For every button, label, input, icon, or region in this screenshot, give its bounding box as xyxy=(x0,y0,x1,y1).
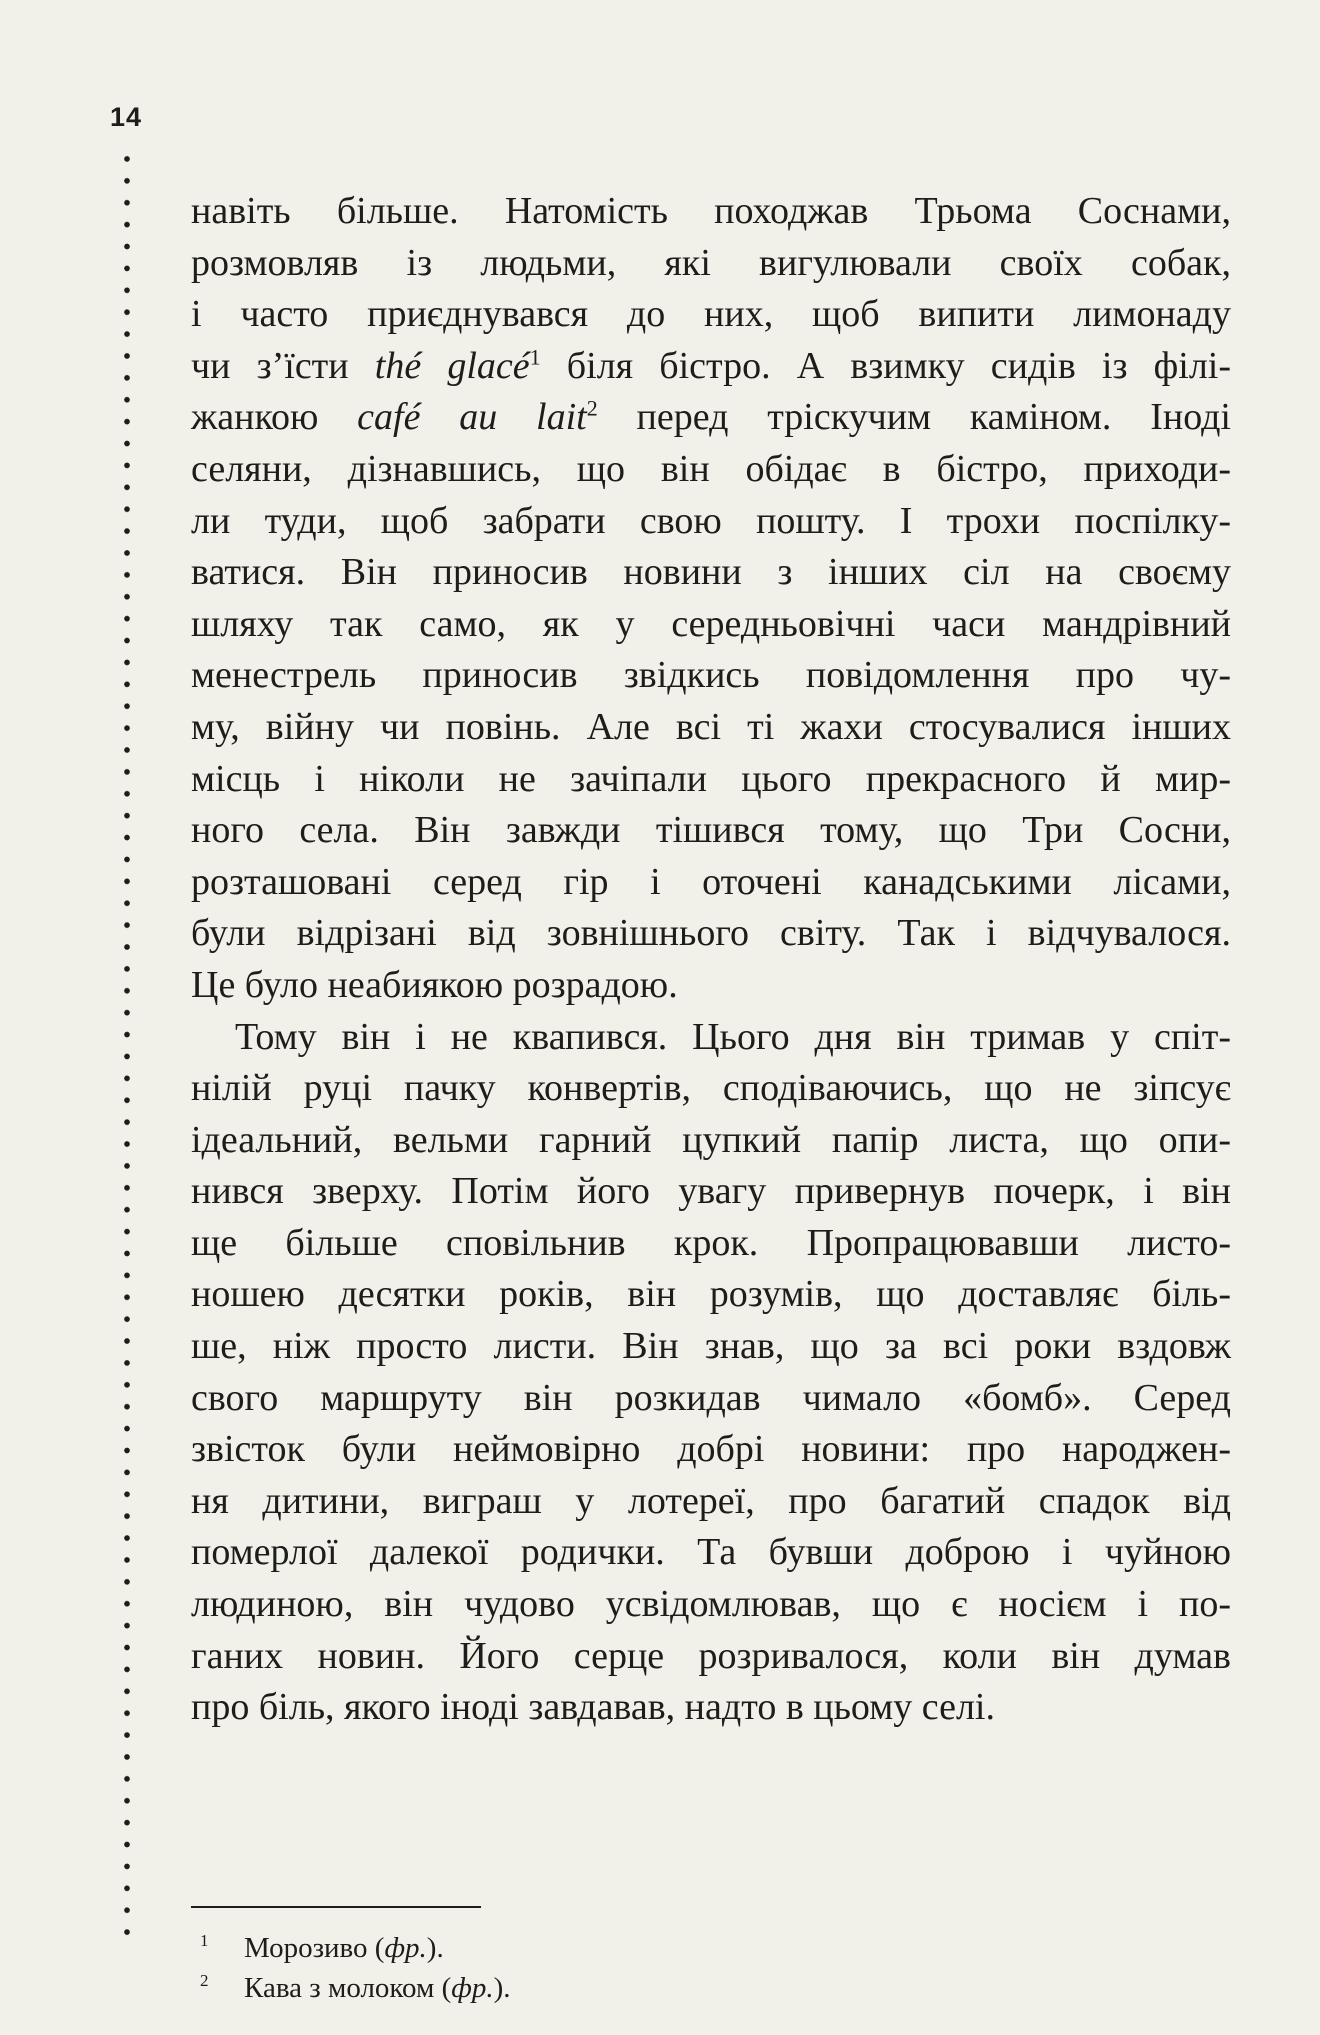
text-line: шляху так само, як у середньовічні часи мандрівний xyxy=(191,602,1231,645)
text-line: ватися. Він приносив новини з інших сіл на своєму xyxy=(191,551,1231,594)
text-line: місць і ніколи не зачіпали цього прекрасного й мир- xyxy=(191,757,1231,800)
text-line: ідеальний, вельми гарний цупкий папір листа, що опи- xyxy=(191,1118,1231,1161)
text-line: про біль, якого іноді завдавав, надто в цьому селі. xyxy=(191,1686,995,1729)
dotted-margin-rule xyxy=(122,148,132,1944)
text-line: ня дитини, виграш у лотереї, про багатий спадок від xyxy=(191,1479,1231,1522)
text-line: розташовані серед гір і оточені канадськими лісами, xyxy=(191,860,1231,903)
text-line: селяни, дізнавшись, що він обідає в бістро, приходи- xyxy=(191,447,1231,490)
text-line: ношею десятки років, він розумів, що доставляє біль- xyxy=(191,1273,1231,1316)
text-line: звісток були неймовірно добрі новини: про народжен- xyxy=(191,1428,1231,1471)
text-line: розмовляв із людьми, які вигулювали своїх собак, xyxy=(191,241,1231,284)
text-line: Тому він і не квапився. Цього дня він тримав у спіт- xyxy=(235,1015,1231,1058)
body-text xyxy=(191,186,1231,1734)
text-line: нілій руці пачку конвертів, сподіваючись, що не зіпсує xyxy=(191,1067,1231,1110)
footnotes xyxy=(200,1928,511,2008)
text-line: менестрель приносив звідкись повідомлення про чу- xyxy=(191,654,1231,697)
footnote-separator xyxy=(191,1906,481,1908)
text-line: навіть більше. Натомість походжав Трьома Соснами, xyxy=(191,190,1231,232)
text-line: свого маршруту він розкидав чимало «бомб». Серед xyxy=(191,1376,1231,1419)
footnote-reference: 1 xyxy=(529,344,541,370)
footnote-item: 2 Кава з молоком (фр.). xyxy=(200,1971,511,2004)
text-line: ще більше сповільнив крок. Пропрацювавши листо- xyxy=(191,1221,1231,1264)
foreign-term: café au lait xyxy=(357,396,587,439)
text-line: ше, ніж просто листи. Він знав, що за всі роки вздовж xyxy=(191,1325,1231,1368)
text-line: Це було неабиякою розрадою. xyxy=(191,963,678,1006)
text-line: були відрізані від зовнішнього світу. Так і відчувалося. xyxy=(191,912,1231,955)
text-line: нився зверху. Потім його увагу привернув почерк, і він xyxy=(191,1170,1231,1213)
text-line: жанкою café au lait$^2$ перед тріскучим каміном. Іноді xyxy=(191,395,1231,439)
footnote-reference: 2 xyxy=(586,395,598,421)
page-number: 14 xyxy=(110,102,143,132)
text-line: му, війну чи повінь. Але всі ті жахи стосувалися інших xyxy=(191,705,1231,748)
text-line: ного села. Він завжди тішився тому, що Три Сосни, xyxy=(191,809,1231,852)
text-line: людиною, він чудово усвідомлював, що є носієм і по- xyxy=(191,1583,1231,1626)
text-line: чи з’їсти thé glacé$^1$ біля бістро. А взимку сидів із філі- xyxy=(191,344,1232,387)
footnote-item: 1 Морозиво (фр.). xyxy=(200,1931,444,1964)
text-line: ли туди, щоб забрати свою пошту. І трохи поспілку- xyxy=(191,499,1231,542)
text-line: померлої далекої родички. Та бувши доброю і чуйною xyxy=(191,1531,1231,1574)
text-line: і часто приєднувався до них, щоб випити лимонаду xyxy=(191,293,1231,336)
text-line: ганих новин. Його серце розривалося, коли він думав xyxy=(191,1634,1231,1677)
foreign-term: thé glacé xyxy=(374,344,530,387)
